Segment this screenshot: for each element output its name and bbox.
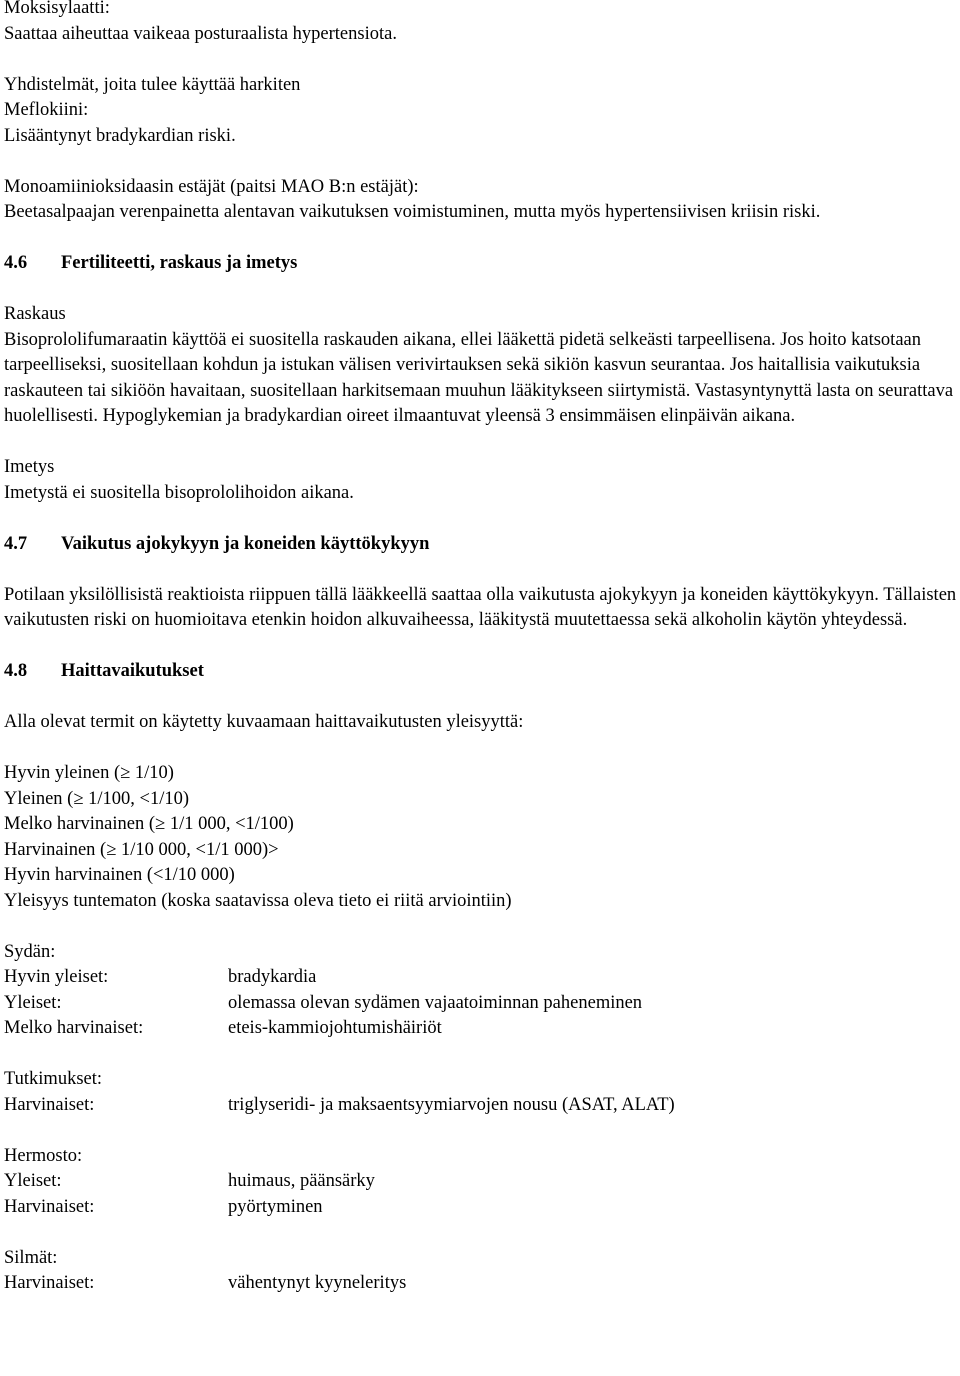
frequency-list bbox=[4, 761, 960, 914]
imetys-text: Imetystä ei suositella bisoprololihoidon aikana. bbox=[4, 482, 354, 503]
meflokiini-text: Lisääntynyt bradykardian riski. bbox=[4, 125, 236, 146]
frequency-item: Yleinen (≥ 1/100, <1/10) bbox=[4, 788, 189, 809]
moksisylaatti-text: Saattaa aiheuttaa vaikeaa posturaalista hypertensiota. bbox=[4, 23, 397, 44]
adverse-group-silmat bbox=[4, 1246, 960, 1297]
frequency-label: Harvinaiset: bbox=[4, 1094, 95, 1115]
group-heading: Sydän: bbox=[4, 941, 56, 962]
adverse-row bbox=[4, 1169, 960, 1195]
section-4-8-heading bbox=[4, 659, 960, 685]
frequency-item: Yleisyys tuntematon (koska saatavissa oleva tieto ei riitä arviointiin) bbox=[4, 890, 512, 911]
adverse-group-hermosto bbox=[4, 1144, 960, 1221]
section-title: Vaikutus ajokykyyn ja koneiden käyttökykyyn bbox=[61, 533, 430, 554]
mao-text: Beetasalpaajan verenpainetta alentavan vaikutuksen voimistuminen, mutta myös hypertensiivisen kriisin riski. bbox=[4, 202, 821, 222]
reaction-text: vähentynyt kyyneleritys bbox=[228, 1273, 407, 1293]
moksisylaatti-heading: Moksisylaatti: bbox=[4, 0, 110, 18]
group-heading: Tutkimukset: bbox=[4, 1069, 103, 1089]
meflokiini-heading: Meflokiini: bbox=[4, 100, 89, 120]
frequency-label: Melko harvinaiset: bbox=[4, 1018, 144, 1038]
section-title: Haittavaikutukset bbox=[61, 661, 204, 681]
adverse-row bbox=[4, 1271, 960, 1297]
frequency-label: Harvinaiset: bbox=[4, 1273, 95, 1293]
reaction-text: huimaus, päänsärky bbox=[228, 1171, 375, 1191]
reaction-text: triglyseridi- ja maksaentsyymiarvojen nousu (ASAT, ALAT) bbox=[228, 1094, 675, 1115]
section-number: 4.7 bbox=[4, 533, 28, 554]
adverse-row bbox=[4, 1093, 960, 1119]
yhdistelmat-heading: Yhdistelmät, joita tulee käyttää harkiten bbox=[4, 74, 301, 95]
section-title: Fertiliteetti, raskaus ja imetys bbox=[61, 253, 298, 273]
reaction-text: eteis-kammiojohtumishäiriöt bbox=[228, 1018, 442, 1038]
mao-heading: Monoamiinioksidaasin estäjät (paitsi MAO B:n estäjät): bbox=[4, 176, 419, 197]
reaction-text: olemassa olevan sydämen vajaatoiminnan paheneminen bbox=[228, 992, 643, 1013]
frequency-label: Hyvin yleiset: bbox=[4, 967, 109, 987]
group-heading: Hermosto: bbox=[4, 1145, 83, 1166]
section-4-8-intro: Alla olevat termit on käytetty kuvaamaan haittavaikutusten yleisyyttä: bbox=[4, 712, 524, 732]
section-4-6-heading bbox=[4, 251, 960, 277]
frequency-label: Yleiset: bbox=[4, 992, 62, 1013]
section-number: 4.6 bbox=[4, 253, 28, 273]
reaction-text: pyörtyminen bbox=[228, 1196, 323, 1217]
raskaus-heading: Raskaus bbox=[4, 304, 66, 324]
section-4-7-heading bbox=[4, 532, 960, 558]
adverse-group-tutkimukset bbox=[4, 1067, 960, 1118]
frequency-label: Harvinaiset: bbox=[4, 1196, 95, 1217]
frequency-label: Yleiset: bbox=[4, 1171, 62, 1191]
adverse-row bbox=[4, 965, 960, 991]
adverse-group-sydan bbox=[4, 940, 960, 1042]
raskaus-text: Bisoprololifumaraatin käyttöä ei suositella raskauden aikana, ellei lääkettä pidetä selkeästi tarpeellisena. Jos hoito katsotaan tarpeelliseksi, suositellaan kohdun ja istukan välisen verivirtauksen sekä sikiön kasvun seurantaa. Jos haitallisia vaikutuksia raskauteen tai sikiöön havaitaan, suositellaan harkitsemaan muuhun lääkitykseen siirtymistä. Vastasyntynyttä lasta on seurattava huolellisesti. Hypoglykemian ja bradykardian oireet ilmaantuvat yleensä 3 ensimmäisen elinpäivän aikana. bbox=[4, 329, 954, 426]
adverse-row bbox=[4, 991, 960, 1017]
section-4-7-text: Potilaan yksilöllisistä reaktioista riippuen tällä lääkkeellä saattaa olla vaikutusta ajokykyyn ja koneiden käyttökykyyn. Tällaisten vaikutusten riski on huomioitava etenkin hoidon alkuvaiheessa, lääkitystä muutettaessa sekä alkoholin käytön yhteydessä. bbox=[4, 584, 957, 630]
imetys-heading: Imetys bbox=[4, 457, 55, 477]
reaction-text: bradykardia bbox=[228, 967, 317, 987]
frequency-item: Melko harvinainen (≥ 1/1 000, <1/100) bbox=[4, 814, 294, 834]
adverse-row bbox=[4, 1195, 960, 1221]
section-number: 4.8 bbox=[4, 661, 28, 681]
frequency-item: Harvinainen (≥ 1/10 000, <1/1 000)> bbox=[4, 839, 279, 860]
frequency-item: Hyvin yleinen (≥ 1/10) bbox=[4, 763, 174, 783]
group-heading: Silmät: bbox=[4, 1247, 58, 1268]
frequency-item: Hyvin harvinainen (<1/10 000) bbox=[4, 865, 235, 885]
adverse-row bbox=[4, 1016, 960, 1042]
